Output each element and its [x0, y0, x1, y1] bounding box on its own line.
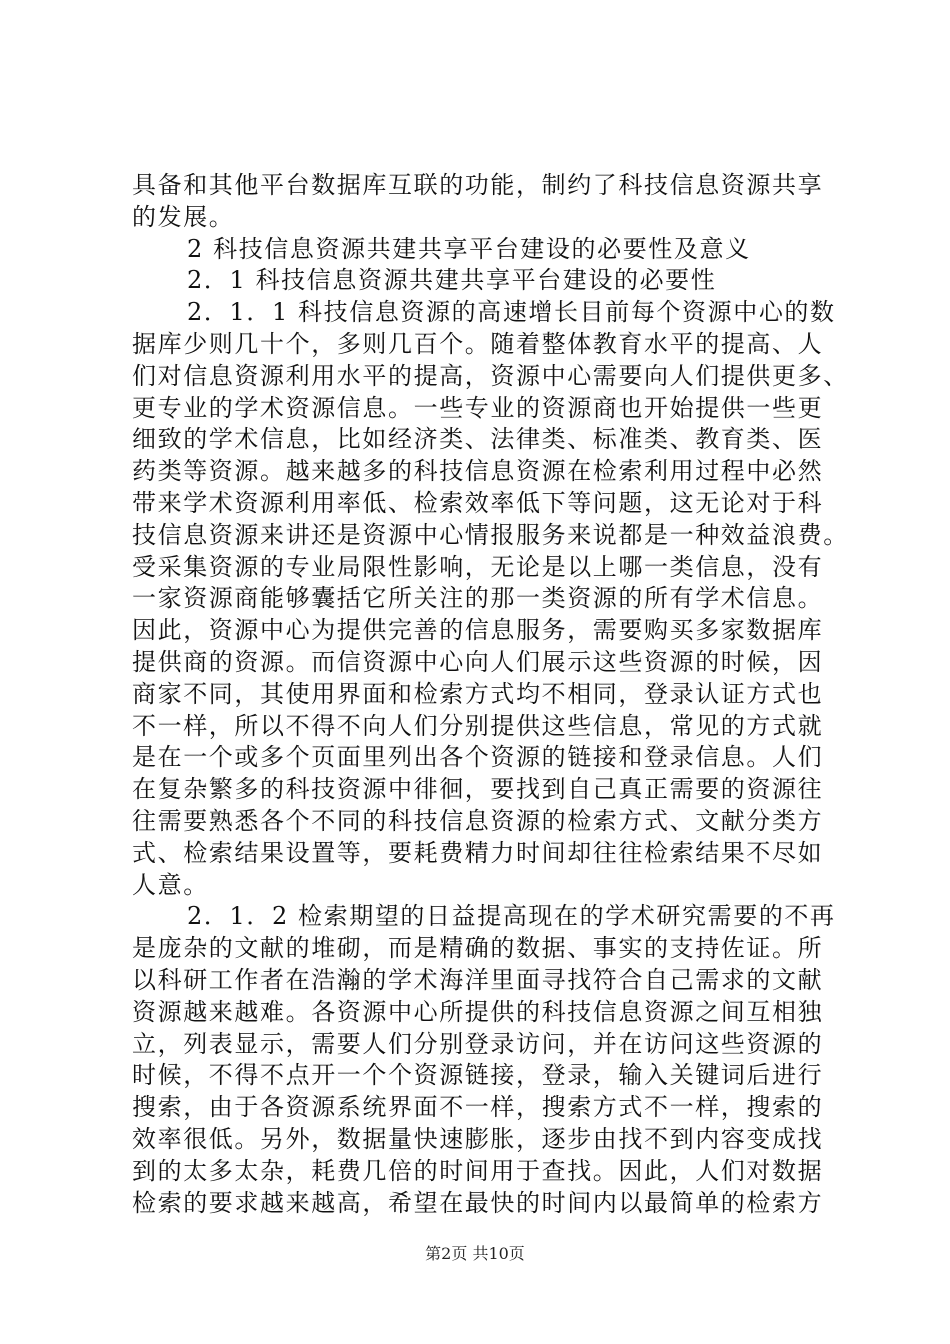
text-line: 细致的学术信息，比如经济类、法律类、标准类、教育类、医	[132, 425, 824, 454]
text-line: 到的太多太杂，耗费几倍的时间用于查找。因此，人们对数据	[132, 1156, 824, 1185]
text-line: 因此，资源中心为提供完善的信息服务，需要购买多家数据库	[132, 616, 824, 645]
text-line: 往需要熟悉各个不同的科技信息资源的检索方式、文献分类方	[132, 806, 824, 835]
body-text	[132, 170, 849, 1219]
text-line: 技信息资源来讲还是资源中心情报服务来说都是一种效益浪费。	[132, 520, 849, 549]
text-line: 商家不同，其使用界面和检索方式均不相同，登录认证方式也	[132, 679, 824, 708]
text-line: 们对信息资源利用水平的提高，资源中心需要向人们提供更多、	[132, 361, 849, 390]
text-line: 检索的要求越来越高，希望在最快的时间内以最简单的检索方	[132, 1188, 824, 1217]
page-footer	[0, 1244, 950, 1264]
subsection-heading: 2．1 科技信息资源共建共享平台建设的必要性	[187, 266, 717, 295]
text-line: 更专业的学术资源信息。一些专业的资源商也开始提供一些更	[132, 393, 824, 422]
text-line: 资源越来越难。各资源中心所提供的科技信息资源之间互相独	[132, 997, 824, 1026]
text-line: 不一样，所以不得不向人们分别提供这些信息，常见的方式就	[132, 711, 824, 740]
text-line: 时候，不得不点开一个个资源链接，登录，输入关键词后进行	[132, 1061, 824, 1090]
section-heading: 2 科技信息资源共建共享平台建设的必要性及意义	[187, 234, 751, 263]
text-line: 提供商的资源。而信资源中心向人们展示这些资源的时候，因	[132, 647, 824, 676]
text-line: 带来学术资源利用率低、检索效率低下等问题，这无论对于科	[132, 488, 824, 517]
paragraph-start: 2．1．2 检索期望的日益提高现在的学术研究需要的不再	[187, 902, 836, 931]
text-line: 效率很低。另外，数据量快速膨胀，逐步由找不到内容变成找	[132, 1124, 824, 1153]
text-line: 一家资源商能够囊括它所关注的那一类资源的所有学术信息。	[132, 584, 824, 613]
text-line: 药类等资源。越来越多的科技信息资源在检索利用过程中必然	[132, 457, 824, 486]
text-line: 人意。	[132, 870, 209, 899]
paragraph-start: 2．1．1 科技信息资源的高速增长目前每个资源中心的数	[187, 298, 836, 327]
text-line: 具备和其他平台数据库互联的功能，制约了科技信息资源共享	[132, 171, 824, 199]
text-line: 受采集资源的专业局限性影响，无论是以上哪一类信息，没有	[132, 552, 824, 581]
text-line: 是在一个或多个页面里列出各个资源的链接和登录信息。人们	[132, 743, 824, 772]
text-line: 是庞杂的文献的堆砌，而是精确的数据、事实的支持佐证。所	[132, 934, 824, 963]
text-line: 立，列表显示，需要人们分别登录访问，并在访问这些资源的	[132, 1029, 824, 1058]
page-number: 第2页 共10页	[425, 1244, 525, 1263]
text-line: 式、检索结果设置等，要耗费精力时间却往往检索结果不尽如	[132, 838, 824, 867]
text-line: 在复杂繁多的科技资源中徘徊，要找到自己真正需要的资源往	[132, 775, 824, 804]
text-line: 据库少则几十个，多则几百个。随着整体教育水平的提高、人	[132, 329, 824, 358]
text-line: 的发展。	[132, 202, 235, 231]
text-line: 搜索，由于各资源系统界面不一样，搜索方式不一样，搜索的	[132, 1093, 824, 1122]
text-line: 以科研工作者在浩瀚的学术海洋里面寻找符合自己需求的文献	[132, 965, 824, 994]
